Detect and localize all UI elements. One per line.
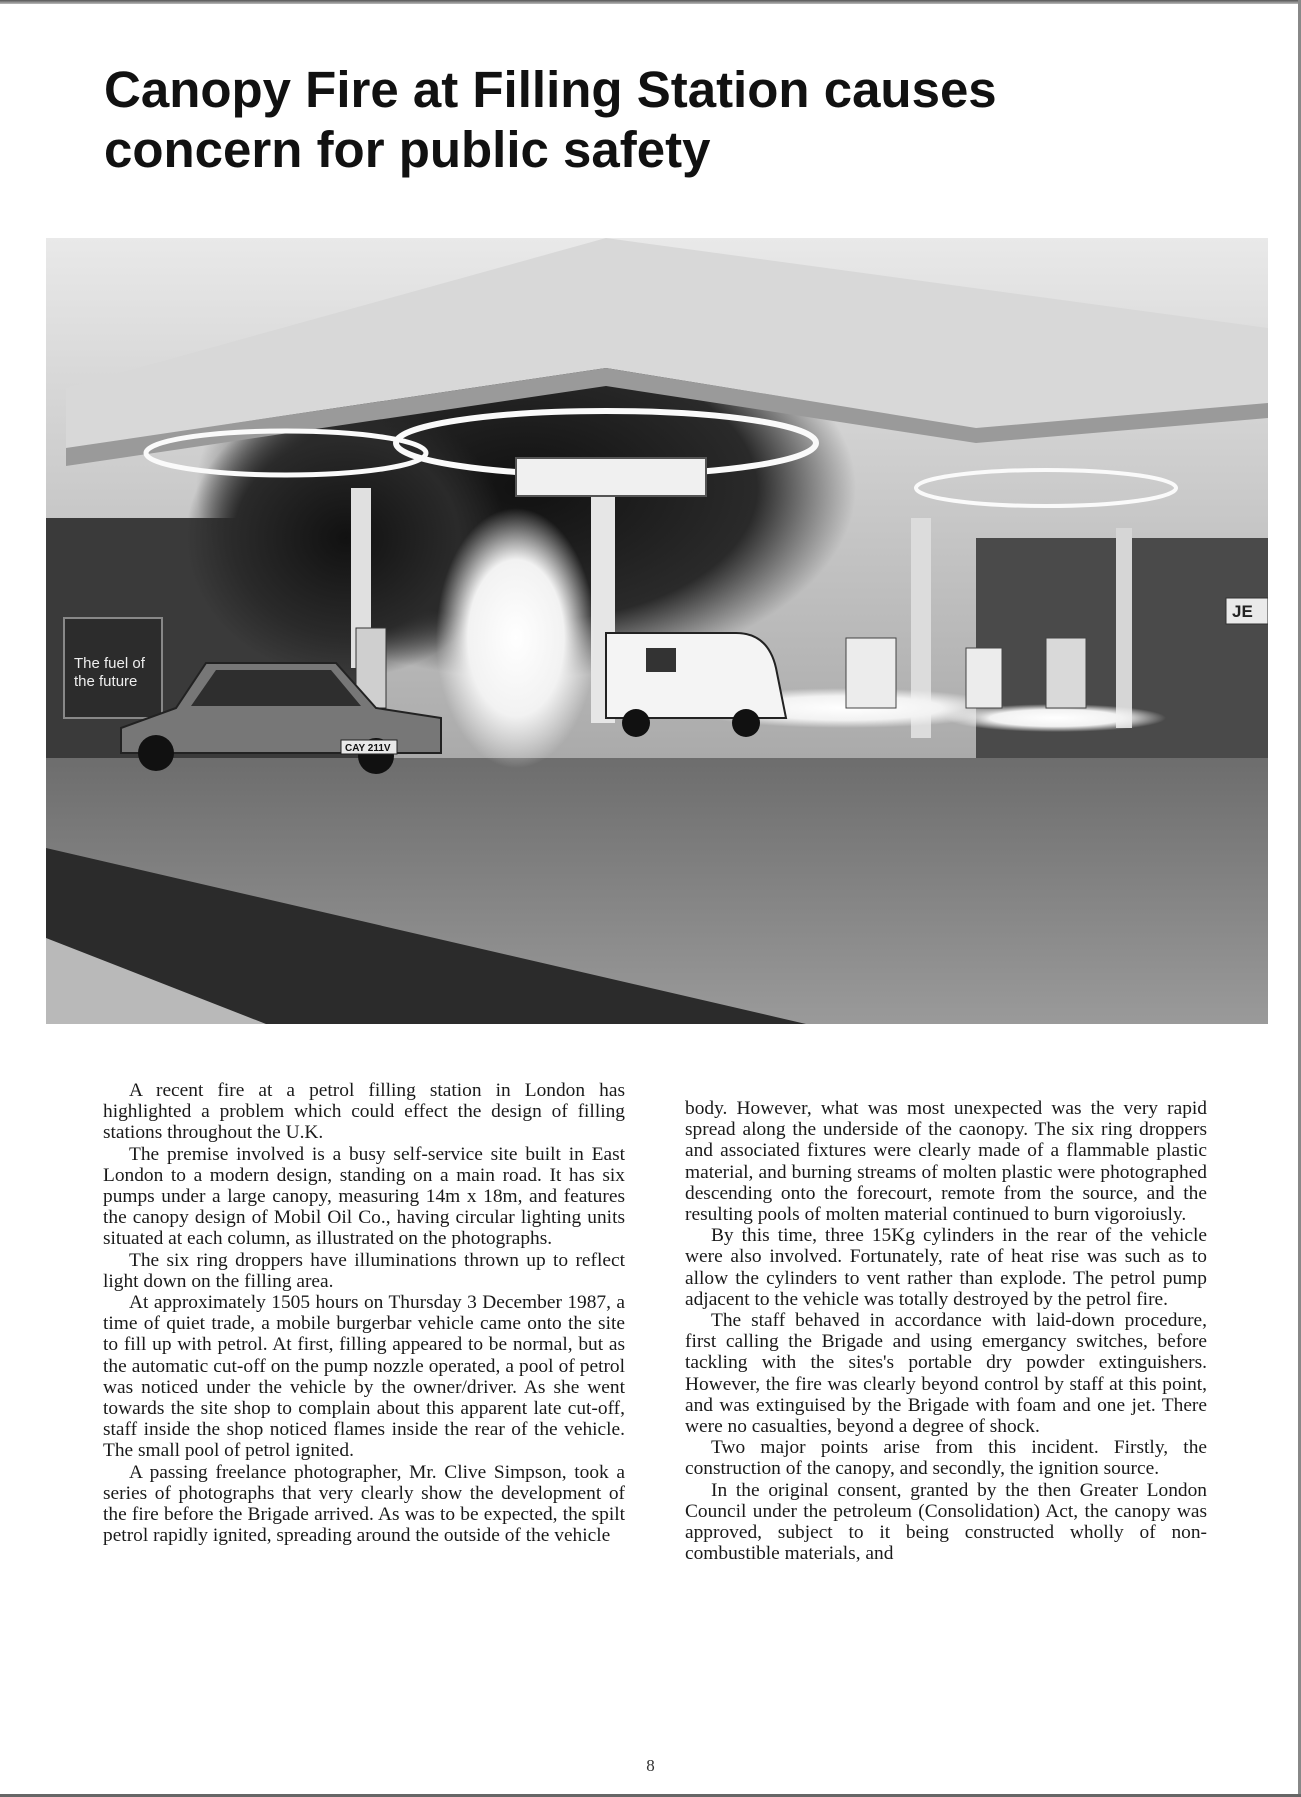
sign-text-line-1: The fuel of: [74, 655, 145, 672]
article-column-right: [685, 1098, 1207, 1564]
number-plate-text: CAY 211V: [345, 743, 391, 754]
paragraph: Two major points arise from this incident. Firstly, the construction of the canopy, and secondly, the ignition source.: [685, 1437, 1207, 1480]
paragraph: In the original consent, granted by the then Greater London Council under the petroleum (Consolidation) Act, the canopy was approved, subject to it being constructed wholly of non- combustible materials, and: [685, 1479, 1207, 1565]
van-wheel-rear: [622, 709, 650, 737]
paragraph: The staff behaved in accordance with laid-down procedure, first calling the Brigade and using emergancy switches, before tackling with the sites's portable dry powder extinguishers. However, the fire was clearly beyond control by staff at this point, and was extinguised by the Brigade with foam and one jet. There were no casualties, beyond a degree of shock.: [685, 1310, 1207, 1438]
petrol-fire-flames: [436, 508, 596, 768]
article-column-left: [103, 1080, 625, 1546]
article-headline: [104, 60, 1104, 180]
van-wheel-front: [732, 709, 760, 737]
van-window: [646, 648, 676, 672]
page-number: 8: [646, 1756, 655, 1775]
paragraph: body. However, what was most unexpected was the very rapid spread along the underside of the caonopy. The six ring droppers and associated fixtures were clearly made of a flammable plastic material, and burning streams of molten plastic were photographed descending onto the forecourt, remote from the source, and the resulting pools of molten material continued to burn vigoroiusly.: [685, 1098, 1207, 1226]
pump-island-sign: [516, 458, 706, 496]
canopy-column-4: [1116, 528, 1132, 728]
petrol-pump-4: [1046, 638, 1086, 708]
burger-van: [606, 633, 786, 718]
petrol-pump-3: [846, 638, 896, 708]
paragraph: The six ring droppers have illuminations thrown up to reflect light down on the filling area.: [103, 1249, 625, 1292]
top-page-rule: [0, 0, 1301, 4]
station-sign-text: JE: [1232, 602, 1253, 621]
pump-advert-board: [966, 648, 1002, 708]
car-windows: [191, 670, 361, 706]
paragraph: By this time, three 15Kg cylinders in the rear of the vehicle were also involved. Fortunately, rate of heat rise was such as to allow the cylinders to vent rather than explode. The petrol pump adjacent to the vehicle was totally destroyed by the petrol fire.: [685, 1225, 1207, 1310]
headline-line-2: concern for public safety: [104, 121, 711, 178]
paragraph: The premise involved is a busy self-service site built in East London to a modern design, standing on a main road. It has six pumps under a large canopy, measuring 14m x 18m, and features the canopy design of Mobil Oil Co., having circular lighting units situated at each column, as illustrated on the photographs.: [103, 1143, 625, 1250]
paragraph: At approximately 1505 hours on Thursday 3 December 1987, a time of quiet trade, a mobile burgerbar vehicle came onto the site to fill up with petrol. At first, filling appeared to be normal, but as the automatic cut-off on the pump nozzle operated, a pool of petrol was noticed under the vehicle by the owner/driver. As she went towards the site shop to complain about this apparent late cut-off, staff inside the shop noticed flames inside the rear of the vehicle. The small pool of petrol ignited.: [103, 1292, 625, 1462]
canopy-fire-photograph: [46, 238, 1268, 1024]
headline-line-1: Canopy Fire at Filling Station causes: [104, 61, 997, 118]
paragraph: A recent fire at a petrol filling station in London has highlighted a problem which could effect the design of filling stations throughout the U.K.: [103, 1080, 625, 1144]
sign-text-line-2: the future: [74, 673, 138, 690]
car-wheel-rear: [138, 735, 174, 771]
paragraph: A passing freelance photographer, Mr. Clive Simpson, took a series of photographs that very clearly show the development of the fire before the Brigade arrived. As was to be expected, the spilt petrol rapidly ignited, spreading around the outside of the vehicle: [103, 1461, 625, 1547]
